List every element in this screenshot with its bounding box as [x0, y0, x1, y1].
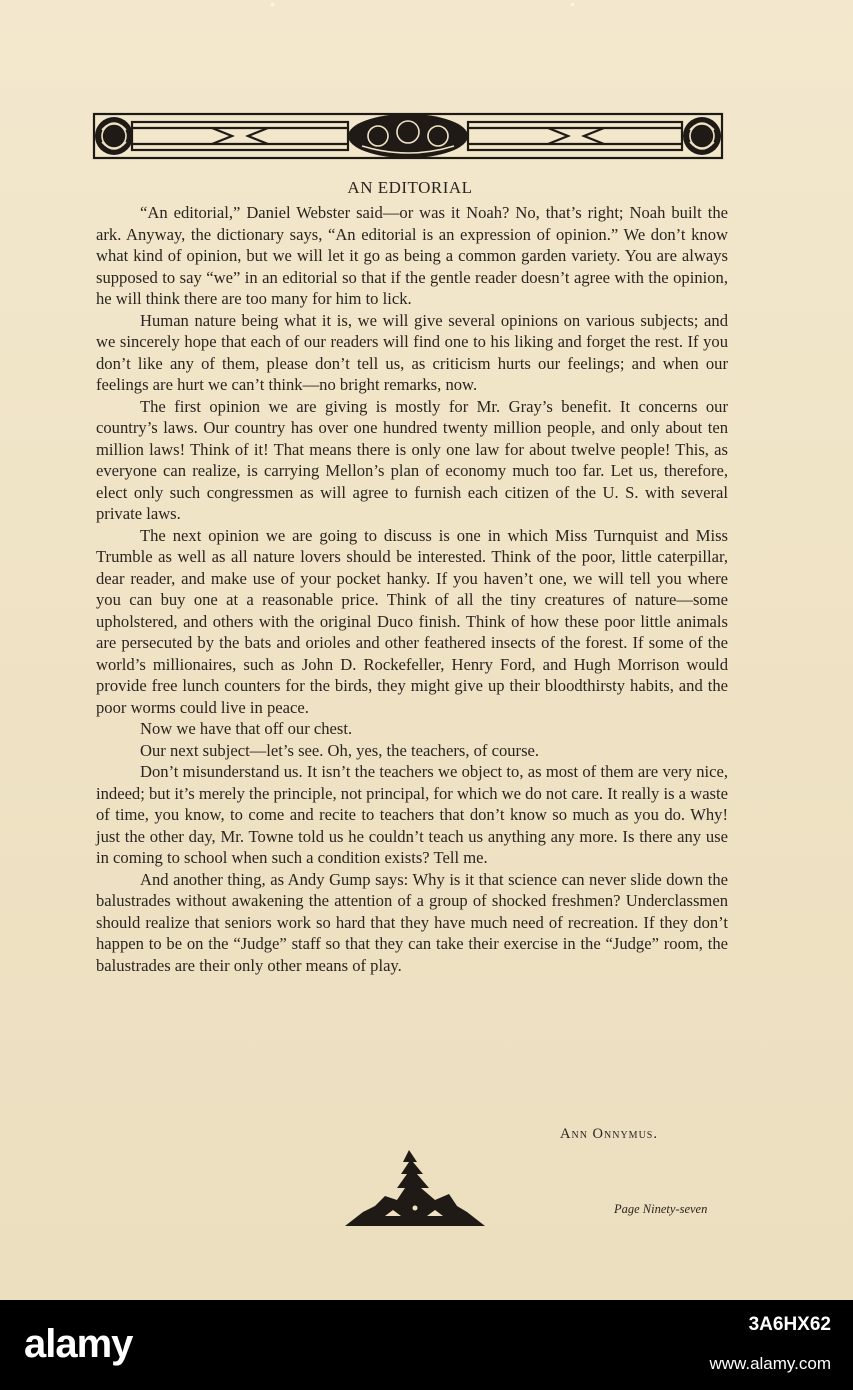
author-signature: Ann Onnymus. — [560, 1126, 658, 1142]
paragraph: Our next subject—let’s see. Oh, yes, the teachers, of course. — [140, 740, 540, 760]
watermark-mark: • — [270, 0, 275, 12]
paragraph: And another thing, as Andy Gump says: Why is it that science can never slide down the balustrades without awakening the attention of a group of shocked freshmen? Underclassmen should realize that seniors work so hard that they have much need of recreation. If they don’t happen to be on the “Judge” staff so that they can take their exercise in the “Judge” room, the balustrades are their only other means of play. — [96, 869, 728, 975]
page-number: Page Ninety-seven — [614, 1202, 708, 1216]
site-url: www.alamy.com — [709, 1354, 831, 1373]
ornamental-header-banner — [92, 110, 724, 162]
alamy-logo: alamy — [24, 1322, 133, 1366]
image-id: 3A6HX62 — [748, 1314, 831, 1335]
article-body — [96, 202, 728, 976]
paragraph: The first opinion we are giving is mostly for Mr. Gray’s benefit. It concerns our country’s laws. Our country has over one hundred twenty million people, and only about ten million laws! Think of it! That means there is only one law for about twelve people! This, as everyone can realize, is carrying Mellon’s plan of economy much too far. Let us, therefore, elect only such congressmen as will agree to furnish each citizen of the U. S. with several private laws. — [96, 396, 728, 523]
paragraph: “An editorial,” Daniel Webster said—or was it Noah? No, that’s right; Noah built the ark. Anyway, the dictionary says, “An editorial is an expression of opinion.” We don’t know what kind of opinion, but we will let it go as being a common garden variety. You are always supposed to say “we” in an editorial so that if the gentle reader doesn’t agree with the opinion, he will think there are too many for him to lick. — [96, 203, 728, 308]
paragraph: Now we have that off our chest. — [140, 719, 353, 738]
watermark-mark: • — [570, 0, 575, 12]
article-title: AN EDITORIAL — [347, 178, 473, 197]
paragraph: Human nature being what it is, we will give several opinions on various subjects; and we sincerely hope that each of our readers will find one to his liking and forget the rest. If you don’t like any of them, please don’t tell us, as criticism hurts our feelings; and when our feelings are hurt we can’t think—no bright remarks, now. — [96, 310, 728, 394]
paragraph: The next opinion we are going to discuss is one in which Miss Turnquist and Miss Trumble as well as all nature lovers should be interested. Think of the poor, little caterpillar, dear reader, and make use of your pocket hanky. If you haven’t one, we will tell you where you can buy one at a reasonable price. Think of all the tiny creatures of nature—some upholstered, and others with the original Duco finish. Think of how these poor little animals are persecuted by the bats and orioles and other feathered insects of the forest. If some of the world’s millionaires, such as John D. Rockefeller, Henry Ford, and Hugh Morrison would provide free lunch counters for the birds, they might give up their bloodthirsty habits, and the poor worms could live in peace. — [96, 525, 728, 717]
paragraph: Don’t misunderstand us. It isn’t the teachers we object to, as most of them are very nice, indeed; but it’s merely the principle, not principal, for which we do not care. It really is a waste of time, you know, to come and recite to teachers that don’t know so much as you do. Why! just the other day, Mr. Towne told us he couldn’t teach us anything any more. Is there any use in coming to school when such a condition exists? Tell me. — [96, 762, 728, 867]
tree-vignette-icon — [345, 1150, 485, 1232]
stock-footer-bar — [0, 1300, 853, 1390]
